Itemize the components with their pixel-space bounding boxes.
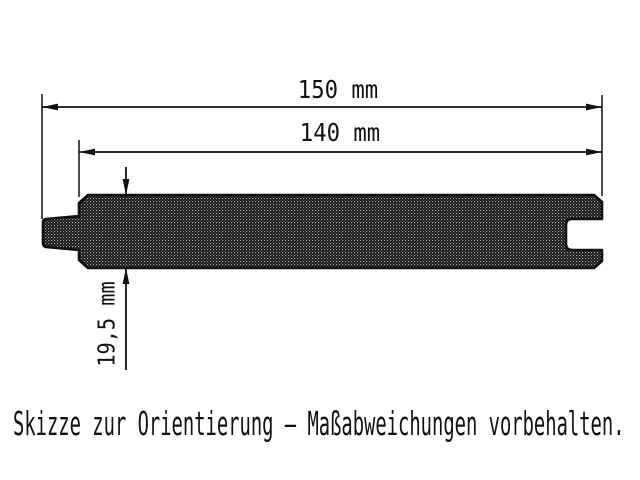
dimension-label-face-width: 140 mm (299, 118, 381, 147)
board-cross-section (43, 195, 602, 268)
arrowhead-150-left (42, 104, 58, 111)
arrowhead-140-left (79, 149, 95, 156)
dimension-overall-width (42, 104, 602, 111)
footnote-text: Skizze zur Orientierung – Maßabweichungen vorbehalten. (13, 404, 625, 443)
arrowhead-thickness-down (123, 179, 130, 195)
arrowhead-150-right (586, 104, 602, 111)
arrowhead-140-right (586, 149, 602, 156)
dimension-face-width (79, 149, 602, 156)
board-profile-outline (43, 195, 602, 268)
dimension-label-overall-width: 150 mm (297, 75, 379, 104)
arrowhead-thickness-up (123, 268, 130, 284)
dimension-label-thickness: 19,5 mm (94, 281, 121, 367)
